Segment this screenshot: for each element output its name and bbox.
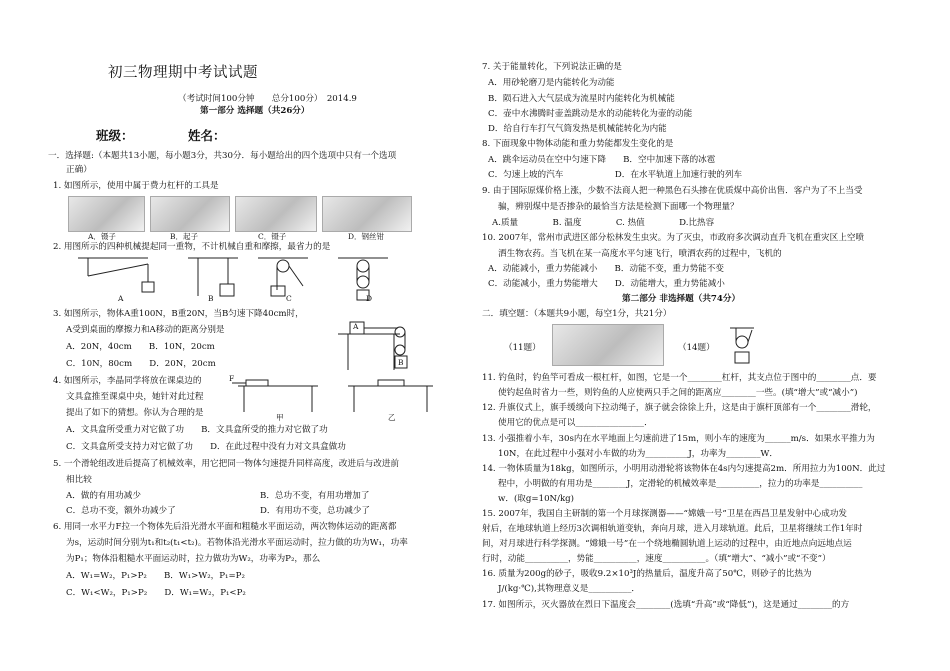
question-10-cont: 洒生物农药。当飞机在某一高度水平匀速飞行，喷洒农药的过程中，飞机的 (498, 249, 782, 259)
question-3-cont: A受到桌面的摩擦力和A移动的距离分别是 (66, 325, 225, 335)
question-13: 13. 小强推着小车，30s内在水平地面上匀速前进了15m，则小车的速度为______m/s．如果水平推力为 (482, 434, 875, 444)
question-5-option-d: D．有用功不变，总功减少了 (260, 506, 371, 516)
fig3-label-a: A (353, 322, 359, 331)
pulley-table-figure (338, 318, 418, 370)
fig2-label-d: D (366, 294, 373, 303)
question-7-option-d: D．给自行车打气气筒发热是机械能转化为内能 (488, 124, 667, 134)
question-14-cont: 程中，小明做的有用功是________J，定滑轮的机械效率是__________，拉力的功率是__________ (498, 479, 863, 489)
tool-caption-d: D．钢丝钳 (348, 232, 385, 241)
question-5-option-c: C．总功不变，额外功减少了 (66, 506, 176, 516)
question-7-option-b: B．陨石进入大气层成为流星时内能转化为机械能 (488, 94, 675, 104)
question-10-options-cd: C．动能减小，重力势能增大 D．动能增大，重力势能减小 (488, 279, 725, 289)
question-3: 3. 如图所示，物体A重100N，B重20N，当B匀速下降40cm时， (53, 309, 304, 319)
tool-caption-b: B．起子 (170, 232, 199, 241)
fig2-label-b: B (208, 294, 214, 303)
page-title: 初三物理期中考试试题 (108, 65, 258, 81)
tool-caption-a: A．镊子 (88, 232, 116, 241)
question-15: 15. 2007年，我国自主研制的第一个月球探测器——“嫦娥一号”卫星在西昌卫星发射中心成功发 (482, 509, 848, 519)
section-two-intro: 二．填空题：（本题共9小题，每空1分，共21分） (482, 309, 672, 319)
tongs-photo (235, 196, 317, 232)
question-12-cont: 使用它的优点是可以________________． (498, 418, 653, 428)
section-one-intro: 一．选择题:（本题共13小题，每小题3分，共30分．每小题给出的四个选项中只有一个选项 (48, 151, 397, 161)
question-16: 16. 质量为200g的砂子，吸收9.2×10³J的热量后，温度升高了50℃，则砂子的比热为 (482, 569, 812, 579)
fig2-label-a: A (118, 294, 124, 303)
part-two-heading: 第二部分 非选择题（共74分） (622, 294, 741, 304)
class-label: 班级： (96, 128, 134, 143)
question-9-options: A.质量 B. 温度 C. 热值 D.比热容 (492, 218, 715, 228)
exam-info: （考试时间100分钟 总分100分） 2014.9 (178, 94, 357, 104)
question-5: 5. 一个滑轮组改进后提高了机械效率，用它把同一物体匀速提升同样高度，改进后与改进前 (53, 459, 400, 469)
part-one-heading: 第一部分 选择题（共26分） (200, 106, 310, 116)
fig2-label-c: C (286, 294, 292, 303)
question-7: 7. 关于能量转化，下列说法正确的是 (482, 62, 622, 72)
question-11-cont: 使钓起鱼时省力一些，则钓鱼的人应使两只手之间的距离应________一些。(填“增大”或“减小”) (498, 388, 858, 398)
question-4: 4. 如图所示，李晶同学将放在课桌边的 (53, 376, 202, 386)
question-10-options-ab: A．动能减小，重力势能减小 B．动能不变，重力势能不变 (488, 264, 724, 274)
question-16-cont: J/(kg·℃),其物理意义是__________． (498, 584, 640, 594)
question-6-cont1: 为s，运动时间分别为t₁和t₂(t₁<t₂)。若物体沿光滑水平面运动时，拉力做的功为W₁，功率 (66, 538, 408, 548)
fig4-label-jia: 甲 (276, 413, 284, 422)
question-6: 6. 用同一水平力F拉一个物体先后沿光滑水平面和粗糙水平面运动，两次物体运动的距离都 (53, 522, 397, 532)
question-10: 10. 2007年，常州市武进区部分松林发生虫灾。为了灭虫，市政府多次调动直升飞机在重灾区上空喷 (482, 233, 865, 243)
question-1: 1. 如图所示，使用中属于费力杠杆的工具是 (53, 181, 219, 191)
tweezers-photo (68, 196, 145, 232)
question-4-options-ab: A．文具盒所受重力对它做了功 B．文具盒所受的推力对它做了功 (66, 425, 328, 435)
question-3-options-cd: C．10N，80cm D．20N，20cm (66, 359, 216, 369)
fishing-figure (552, 324, 664, 366)
question-9-cont: 骗，辨别煤中是否掺杂的最恰当方法是检测下面哪一个物理量？ (498, 202, 739, 212)
question-8-options-cd: C．匀速上坡的汽车 D．在水平轨道上加速行驶的列车 (488, 170, 743, 180)
question-2: 2. 用图所示的四种机械提起同一重物，不计机械自重和摩擦，最省力的是 (53, 242, 331, 252)
dynamic-pulley-figure (730, 326, 762, 366)
fig-14-label: （14题） (678, 343, 715, 353)
question-15-cont3: 行时，动能__________，势能__________，速度__________。（填“增大”、“减小”或“不变”） (482, 554, 831, 564)
question-5-cont: 相比较 (66, 475, 92, 485)
question-4-cont2: 提出了如下的猜想。你认为合理的是 (66, 408, 204, 418)
question-6-options-ab: A．W₁=W₂，P₁>P₂ B．W₁>W₂，P₁=P₂ (66, 571, 245, 581)
question-15-cont1: 射后，在地球轨道上经历3次调相轨道变轨，奔向月球，进入月球轨道。此后，卫星将继续工作1年时 (482, 524, 863, 534)
question-12: 12. 升旗仪式上，旗手缓缓向下拉动绳子，旗子就会徐徐上升，这是由于旗杆顶部有一个________滑轮， (482, 403, 877, 413)
question-8-options-ab: A．跳伞运动员在空中匀速下降 B．空中加速下落的冰雹 (488, 155, 716, 165)
question-6-options-cd: C．W₁<W₂，P₁>P₂ D．W₁=W₂，P₁<P₂ (66, 588, 246, 598)
question-11: 11. 钓鱼时，钓鱼竿可看成一根杠杆，如图，它是一个________杠杆，其支点位于图中的________点．要 (482, 373, 877, 383)
name-label: 姓名： (188, 128, 226, 143)
question-17: 17. 如图所示，灭火器放在烈日下温度会________(选填“升高”或“降低”)，这是通过________的方 (482, 600, 850, 610)
fig4-label-yi: 乙 (388, 413, 396, 422)
question-5-option-b: B．总功不变，有用功增加了 (260, 491, 370, 501)
fig4-label-f: F (229, 374, 235, 383)
section-one-intro-cont: 正确） (66, 165, 92, 175)
question-4-cont1: 文具盒推至课桌中央，她针对此过程 (66, 392, 204, 402)
question-7-option-c: C．壶中水沸腾时壶盖跳动是水的动能转化为壶的动能 (488, 109, 693, 119)
question-14-cont2: w．(取g=10N/kg) (498, 494, 575, 504)
question-3-options-ab: A．20N，40cm B．10N，20cm (66, 342, 215, 352)
question-13-cont: 10N，在此过程中小强对小车做的功为__________J，功率为________W． (498, 449, 778, 459)
question-5-option-a: A．做的有用功减少 (66, 491, 141, 501)
question-4-options-cd: C．文具盒所受支持力对它做了功 D．在此过程中没有力对文具盒做功 (66, 442, 346, 452)
question-14: 14. 一物体质量为18kg，如图所示，小明用动滑轮将该物体在4s内匀速提高2m．所用拉力为100N．此过 (482, 464, 886, 474)
fig-11-label: （11题） (504, 343, 541, 353)
question-8: 8. 下面现象中物体动能和重力势能都发生变化的是 (482, 139, 674, 149)
fig3-label-b: B (398, 358, 404, 367)
question-9: 9. 由于国际原煤价格上涨，少数不法商人把一种黑色石头掺在优质煤中高价出售．客户为了不上当受 (482, 186, 863, 196)
bottle-opener-photo (150, 196, 230, 232)
question-6-cont2: 为P₁；物体沿粗糙水平面运动时，拉力做功为W₂，功率为P₂，那么 (66, 554, 321, 564)
pliers-photo (322, 196, 412, 232)
question-7-option-a: A．用砂轮磨刀是内能转化为动能 (488, 78, 615, 88)
tool-caption-c: C．镊子 (258, 232, 287, 241)
question-15-cont2: 间，对月球进行科学探测。“嫦娥一号”在一个绕地椭圆轨道上运动的过程中，由近地点向远地点运 (482, 539, 852, 549)
machines-figure (78, 256, 398, 304)
desks-figure (238, 372, 438, 416)
